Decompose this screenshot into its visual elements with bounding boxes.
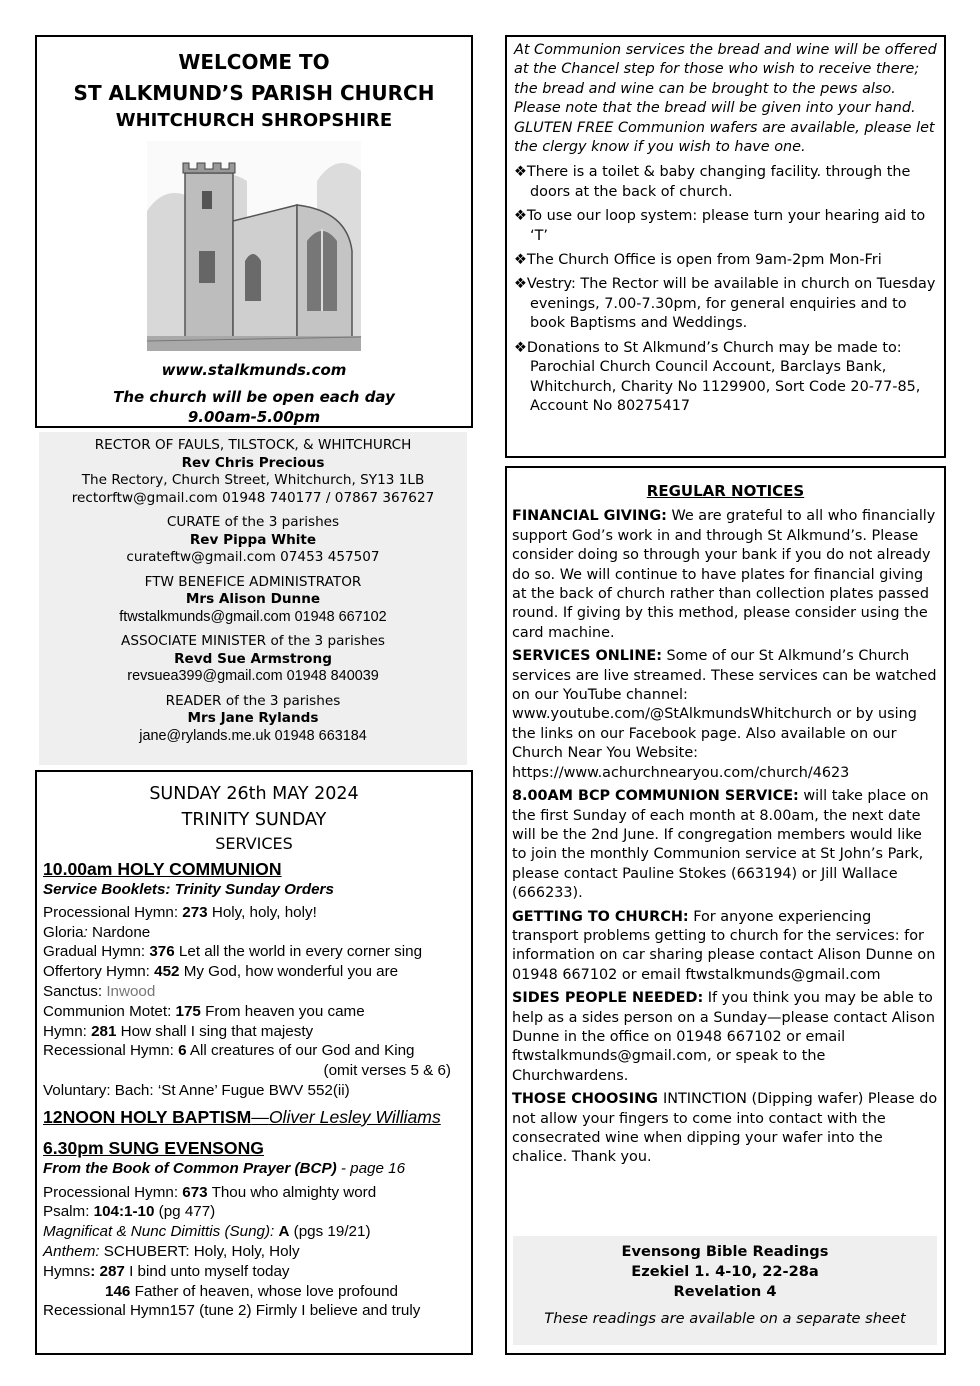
holy-communion-subtitle: Service Booklets: Trinity Sunday Orders <box>43 881 334 898</box>
contact-administrator <box>39 574 467 627</box>
contact-address: The Rectory, Church Street, Whitchurch, SY13 1LB <box>81 472 425 488</box>
info-bullet: ❖Vestry: The Rector will be available in church on Tuesday evenings, 7.00-7.30pm, for general enquiries and to book Baptisms and Weddings. <box>514 276 936 332</box>
notices-title: REGULAR NOTICES <box>646 482 805 500</box>
contact-name: Rev Chris Precious <box>181 454 325 471</box>
clergy-contacts <box>39 432 467 765</box>
diamond-bullet-icon: ❖ <box>514 164 527 181</box>
contact-name: Mrs Alison Dunne <box>185 591 321 607</box>
contact-associate-minister <box>39 633 467 686</box>
contact-details: revsuea399@gmail.com 01948 840039 <box>127 668 379 684</box>
baptism-title: 12NOON HOLY BAPTISM—Oliver Lesley Williams <box>43 1106 441 1127</box>
hc-item: Processional Hymn: 273 Holy, holy, holy! <box>43 903 317 921</box>
diamond-bullet-icon: ❖ <box>514 339 527 356</box>
info-bullet: ❖Donations to St Alkmund’s Church may be made to: Parochial Church Council Account, Barclays Bank, Whitchurch, Charity No 1129900, Sort Code 20-77-85, Account No 80275417 <box>514 339 921 414</box>
service-date: SUNDAY 26th MAY 2024 <box>149 784 359 804</box>
contact-details: jane@rylands.me.uk 01948 663184 <box>139 727 367 744</box>
regular-notices-box <box>505 466 946 1355</box>
contact-role: FTW BENEFICE ADMINISTRATOR <box>144 573 362 590</box>
welcome-line3: WHITCHURCH SHROPSHIRE <box>115 110 393 131</box>
hc-item: Sanctus: Inwood <box>43 982 156 1000</box>
church-website[interactable]: www.stalkmunds.com <box>161 361 347 379</box>
diamond-bullet-icon: ❖ <box>514 252 527 269</box>
contact-name: Revd Sue Armstrong <box>174 650 332 667</box>
diamond-bullet-icon: ❖ <box>514 276 527 293</box>
contact-curate <box>39 514 467 567</box>
readings-title: Evensong Bible Readings <box>621 1243 829 1260</box>
contact-rector <box>39 437 467 507</box>
notice-sides-people: SIDES PEOPLE NEEDED: If you think you may be able to help as a sides person on a Sunday—please contact Alison Dunne in the office on 01948 667102 or email ftwstalkmunds@gmail.com, or speak to the Churchwardens. <box>512 990 935 1084</box>
es-item: Magnificat & Nunc Dimittis (Sung): A (pgs 19/21) <box>43 1223 371 1241</box>
reading-2: Revelation 4 <box>673 1282 777 1300</box>
opening-hours-line1: The church will be open each day <box>113 388 395 406</box>
es-item: Processional Hymn: 673 Thou who almighty word <box>43 1183 377 1201</box>
hc-item: Gradual Hymn: 376 Let all the world in every corner sing <box>43 943 423 961</box>
contact-name: Rev Pippa White <box>189 531 317 548</box>
welcome-line1: WELCOME TO <box>178 50 330 74</box>
reading-1: Ezekiel 1. 4-10, 22-28a <box>631 1262 819 1280</box>
contact-name: Mrs Jane Rylands <box>187 710 319 726</box>
welcome-box <box>35 35 473 428</box>
es-item: Hymns: 287 I bind unto myself today <box>43 1262 290 1280</box>
contact-reader <box>39 693 467 746</box>
hc-item: Recessional Hymn: 6 All creatures of our God and King <box>43 1042 415 1060</box>
evensong-subtitle: From the Book of Common Prayer (BCP) - page 16 <box>43 1159 406 1177</box>
es-recessional: Recessional Hymn157 (tune 2) Firmly I believe and truly <box>43 1302 421 1320</box>
communion-note: At Communion services the bread and wine will be offered at the Chancel step for those who wish to receive there; the bread and wine can be brought to the pews also. Please note that the bread will be given into your hand. GLUTEN FREE Communion wafers are available, please let the clergy know if you wish to have one. <box>514 42 937 156</box>
contact-role: RECTOR OF FAULS, TILSTOCK, & WHITCHURCH <box>94 437 412 453</box>
readings-note: These readings are available on a separate sheet <box>544 1310 906 1328</box>
service-day: TRINITY SUNDAY <box>181 809 327 830</box>
info-bullet: ❖The Church Office is open from 9am-2pm Mon-Fri <box>514 252 882 269</box>
notice-intinction: THOSE CHOOSING INTINCTION (Dipping wafer) Please do not allow your fingers to come into contact with the consecrated wine when dipping your wafer into the chalice. Thank you. <box>512 1091 938 1166</box>
diamond-bullet-icon: ❖ <box>514 208 527 225</box>
hc-omit-note: (omit verses 5 & 6) <box>323 1062 451 1080</box>
evensong-readings <box>513 1236 937 1345</box>
notice-getting-to-church: GETTING TO CHURCH: For anyone experiencing transport problems getting to church for the services: for information on car sharing please contact Alison Dunne on 01948 667102 or email ftwstalkmunds@gmail.com <box>512 908 936 983</box>
hc-item: Offertory Hymn: 452 My God, how wonderful you are <box>43 963 399 981</box>
contact-role: CURATE of the 3 parishes <box>166 514 340 530</box>
hc-voluntary: Voluntary: Bach: ‘St Anne’ Fugue BWV 552(ii) <box>43 1081 350 1099</box>
services-heading: SERVICES <box>215 834 293 853</box>
contact-role: ASSOCIATE MINISTER of the 3 parishes <box>121 633 385 649</box>
services-box <box>35 770 473 1355</box>
hc-item: Hymn: 281 How shall I sing that majesty <box>43 1022 314 1040</box>
es-item: Psalm: 104:1-10 (pg 477) <box>43 1203 216 1221</box>
welcome-line2: ST ALKMUND’S PARISH CHURCH <box>73 81 435 105</box>
communion-info-box <box>505 35 946 458</box>
contact-details: curateftw@gmail.com 07453 457507 <box>126 549 380 565</box>
evensong-title: 6.30pm SUNG EVENSONG <box>43 1137 264 1158</box>
holy-communion-title: 10.00am HOLY COMMUNION <box>43 859 282 879</box>
es-item: 146 Father of heaven, whose love profound <box>105 1282 398 1300</box>
church-sketch-image <box>147 141 361 351</box>
hc-item: Gloria: Nardone <box>43 923 151 941</box>
info-bullet: ❖To use our loop system: please turn your hearing aid to ‘T’ <box>514 208 926 244</box>
notice-financial-giving: FINANCIAL GIVING: We are grateful to all who financially support God’s work in and through St Alkmund’s. Please consider doing so through your bank if you do not already do so. We will continue to have plates for financial giving at the back of church rather than collection plates passed round. If giving by this method, please consider using the card machine. <box>512 508 936 641</box>
contact-details: rectorftw@gmail.com 01948 740177 / 07867 367627 <box>71 489 435 506</box>
opening-hours-line2: 9.00am-5.00pm <box>187 408 321 426</box>
hc-item: Communion Motet: 175 From heaven you came <box>43 1002 365 1020</box>
notice-bcp-communion: 8.00AM BCP COMMUNION SERVICE: will take place on the first Sunday of each month at 8.00am, the next date will be the 2nd June. If congregation members would like to join the monthly Communion service at St John’s Park, please contact Pauline Stokes (663194) or Jill Wallace (666233). <box>512 788 929 902</box>
contact-role: READER of the 3 parishes <box>165 692 341 709</box>
es-item: Anthem: SCHUBERT: Holy, Holy, Holy <box>43 1242 300 1260</box>
notice-services-online: SERVICES ONLINE: Some of our St Alkmund’s Church services are live streamed. These services can be watched on our YouTube channel: www.youtube.com/@StAlkmundsWhitchurch or by using the links on our Facebook page. Also available on our Church Near You Website: https://www.achurchnearyou.com/church/4623 <box>512 648 937 781</box>
info-bullet: ❖There is a toilet & baby changing facility. through the doors at the back of church. <box>514 164 911 200</box>
contact-details: ftwstalkmunds@gmail.com 01948 667102 <box>119 608 387 625</box>
